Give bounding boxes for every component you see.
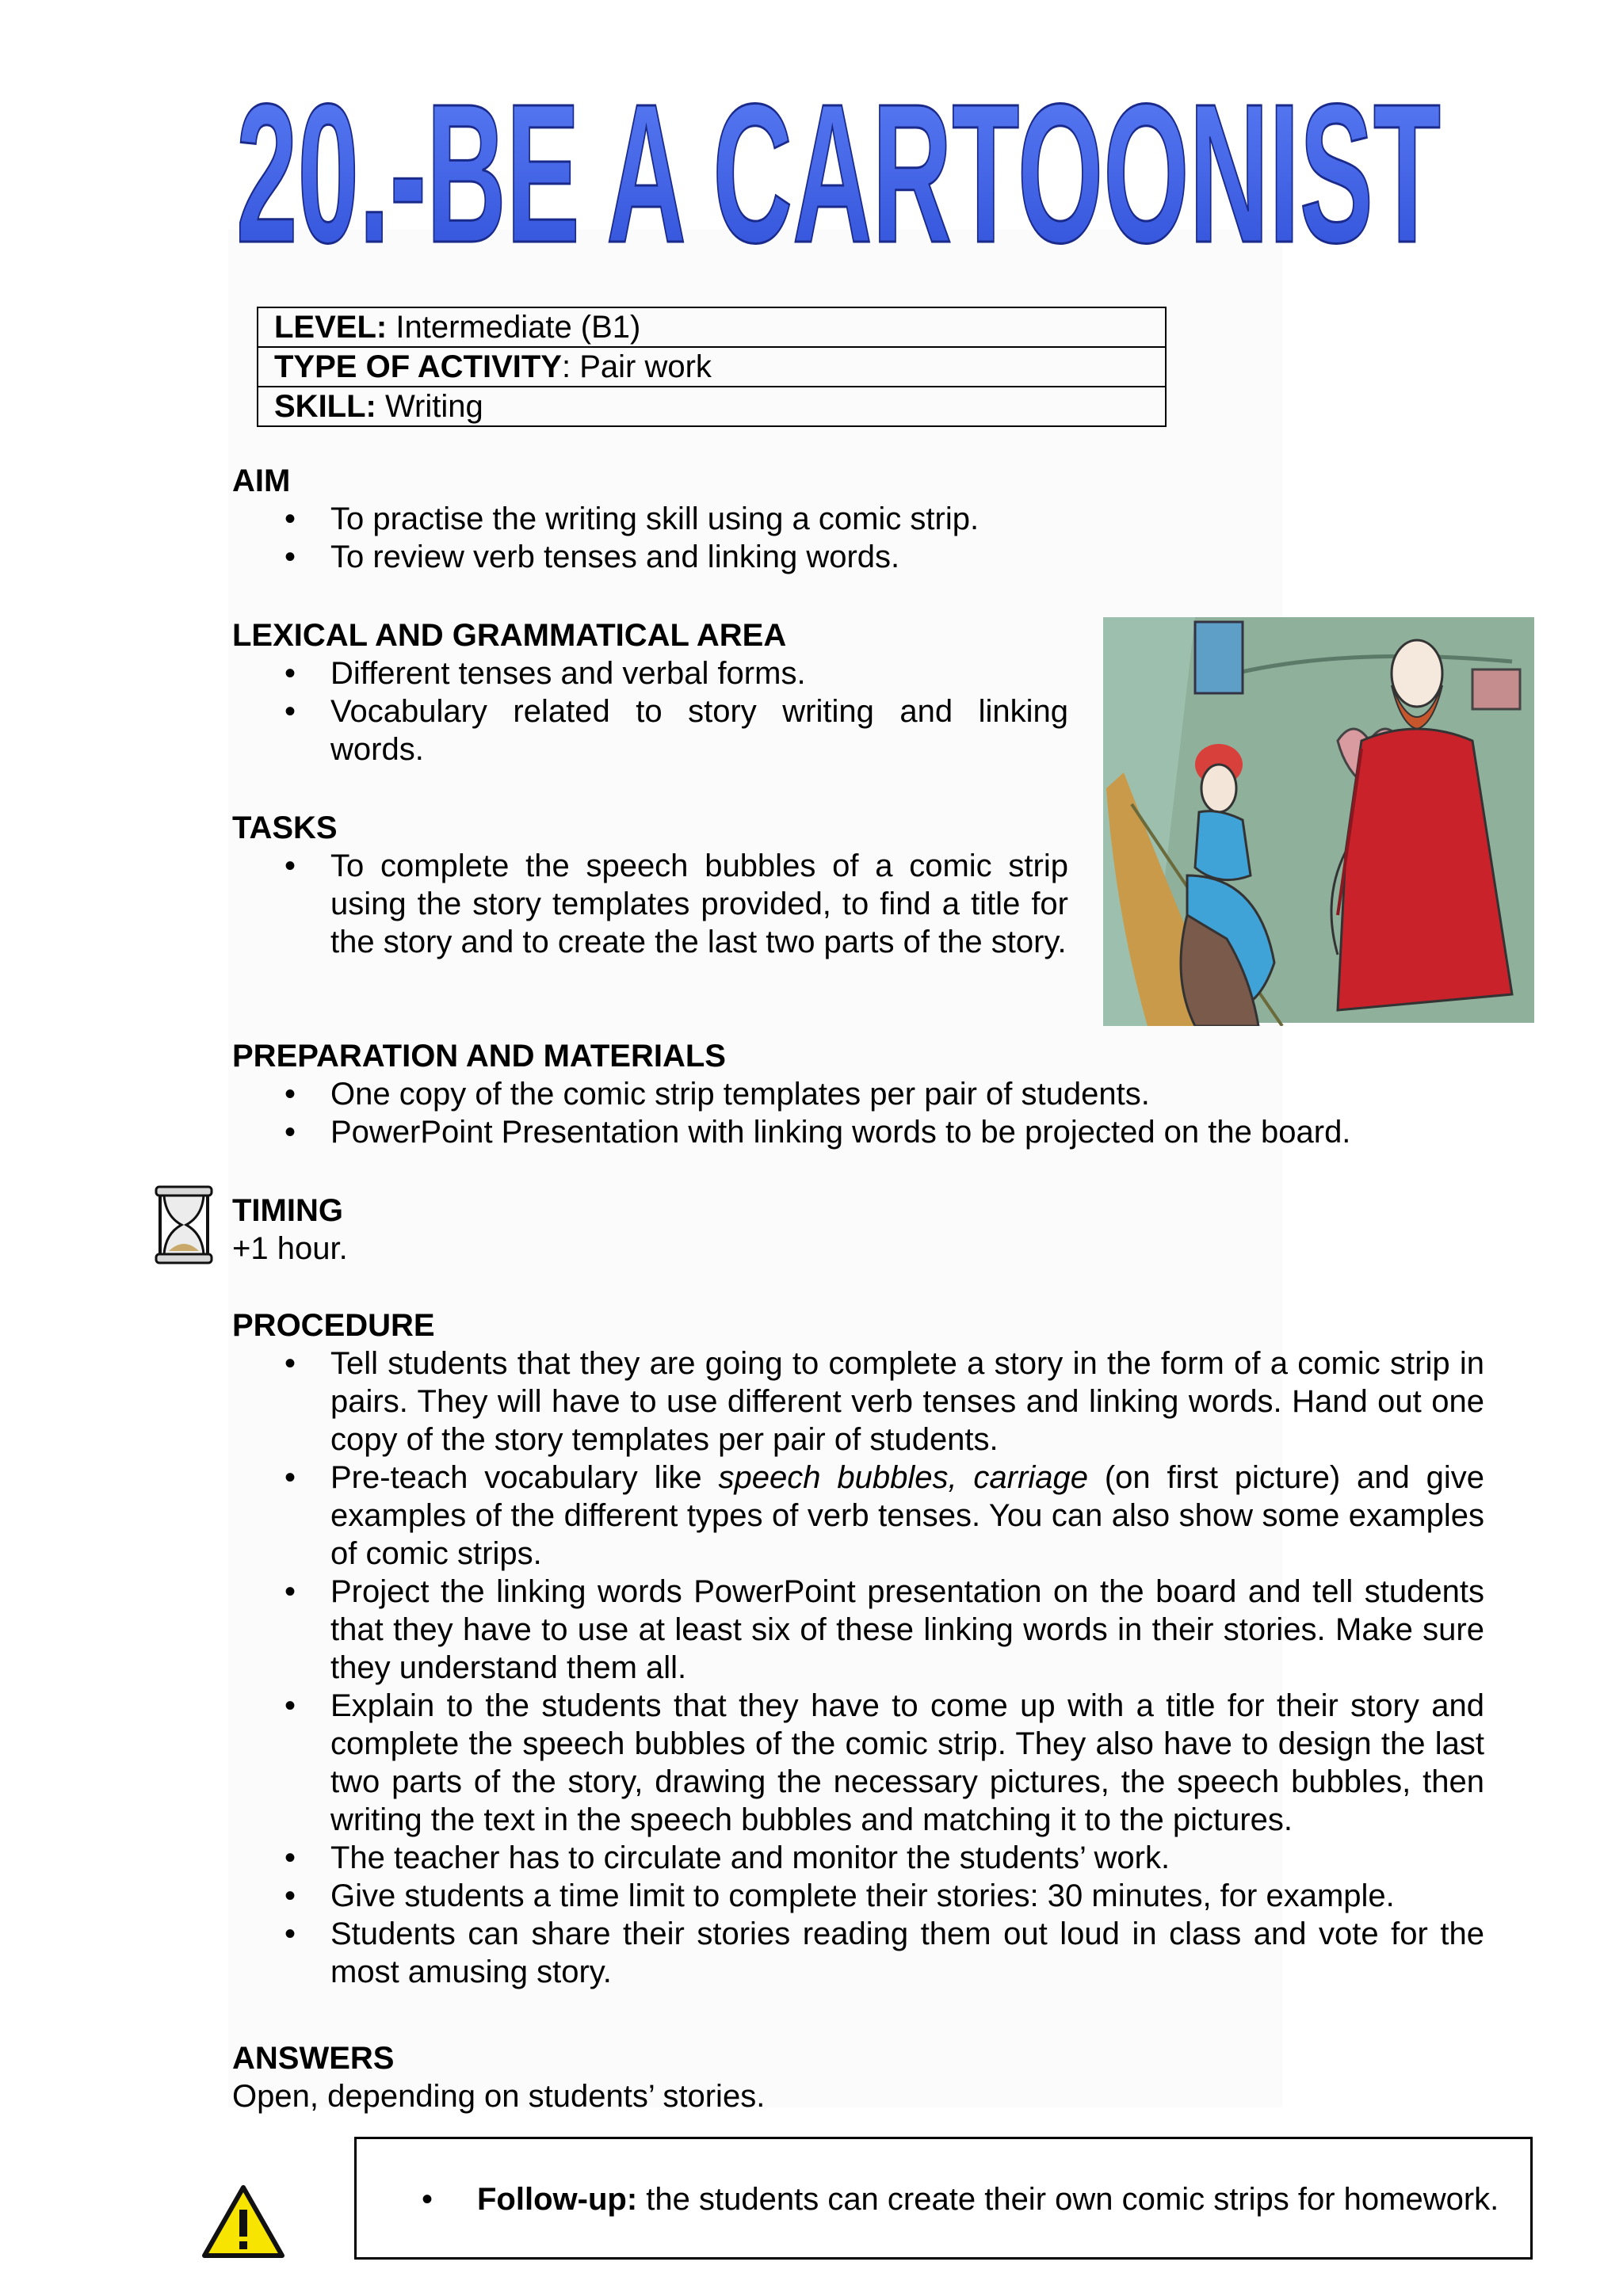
tasks-list bbox=[232, 847, 1068, 961]
activity-info-table bbox=[257, 307, 1167, 427]
follow-up-box bbox=[354, 2137, 1533, 2260]
lexical-heading: LEXICAL AND GRAMMATICAL AREA bbox=[232, 618, 787, 653]
aim-list bbox=[232, 500, 1484, 576]
timing-text: +1 hour. bbox=[232, 1231, 348, 1266]
skill-row bbox=[258, 387, 1166, 426]
procedure-heading: PROCEDURE bbox=[232, 1308, 435, 1343]
warning-icon bbox=[200, 2183, 287, 2262]
type-label: TYPE OF ACTIVITY bbox=[274, 349, 562, 384]
hourglass-icon bbox=[153, 1184, 215, 1265]
list-item: • Give students a time limit to complete their stories: 30 minutes, for example. bbox=[232, 1877, 1484, 1915]
answers-heading: ANSWERS bbox=[232, 2041, 395, 2076]
follow-up-text: Follow-up: the students can create their own comic strips for homework. bbox=[477, 2182, 1499, 2217]
list-item: • Pre-teach vocabulary like speech bubbles, carriage (on first picture) and give examples of the different types of verb tenses. You can also show some examples of comic strips. bbox=[232, 1459, 1484, 1573]
list-item: • Different tenses and verbal forms. bbox=[232, 654, 1068, 692]
answers-section bbox=[232, 2039, 1484, 2115]
list-item: • To complete the speech bubbles of a comic strip using the story templates provided, to find a title for the story and to create the last two parts of the story. bbox=[232, 847, 1068, 961]
type-row bbox=[258, 347, 1166, 387]
list-item: • Project the linking words PowerPoint presentation on the board and tell students that they have to use at least six of these linking words in their stories. Make sure they understand them all. bbox=[232, 1573, 1484, 1687]
skill-value: Writing bbox=[376, 389, 483, 424]
tasks-heading: TASKS bbox=[232, 810, 338, 845]
type-value: : Pair work bbox=[562, 349, 712, 384]
aim-heading: AIM bbox=[232, 463, 291, 498]
list-item: • Tell students that they are going to complete a story in the form of a comic strip in pairs. They will have to use different verb tenses and linking words. Hand out one copy of the story templates per pair of students. bbox=[232, 1344, 1484, 1459]
list-item: • One copy of the comic strip templates per pair of students. bbox=[232, 1075, 1484, 1113]
list-item: • Vocabulary related to story writing and linking words. bbox=[232, 692, 1068, 769]
list-item: • Explain to the students that they have to come up with a title for their story and complete the speech bubbles of the comic strip. They also have to design the last two parts of the story, drawing the necessary pictures, the speech bubbles, then writing the text in the speech bubbles and matching it to the pictures. bbox=[232, 1687, 1484, 1839]
preparation-section bbox=[232, 1037, 1484, 1151]
lexical-list bbox=[232, 654, 1068, 769]
timing-heading: TIMING bbox=[232, 1193, 343, 1228]
list-item: • PowerPoint Presentation with linking words to be projected on the board. bbox=[232, 1113, 1484, 1151]
list-item: • Students can share their stories reading them out loud in class and vote for the most amusing story. bbox=[232, 1915, 1484, 1991]
tasks-section bbox=[232, 809, 1068, 961]
level-row bbox=[258, 307, 1166, 347]
answers-text: Open, depending on students’ stories. bbox=[232, 2079, 766, 2114]
list-item: • The teacher has to circulate and monitor the students’ work. bbox=[232, 1839, 1484, 1877]
page-title-text: 20.-BE A CARTOONIST bbox=[236, 63, 1441, 261]
list-item: • To practise the writing skill using a comic strip. bbox=[232, 500, 1484, 538]
list-item: • To review verb tenses and linking words. bbox=[232, 538, 1484, 576]
vocabulary-terms: speech bubbles, carriage bbox=[718, 1460, 1088, 1495]
preparation-list bbox=[232, 1075, 1484, 1151]
level-value: Intermediate (B1) bbox=[387, 310, 641, 345]
level-label: LEVEL: bbox=[274, 310, 388, 345]
follow-up-label: Follow-up: bbox=[477, 2182, 638, 2217]
aim-section bbox=[232, 462, 1484, 576]
preparation-heading: PREPARATION AND MATERIALS bbox=[232, 1039, 726, 1074]
lexical-section bbox=[232, 616, 1068, 769]
procedure-list bbox=[232, 1344, 1484, 1991]
bullet: • bbox=[422, 2182, 433, 2217]
page-title bbox=[230, 63, 1450, 261]
comic-illustration bbox=[1100, 614, 1537, 1026]
procedure-section bbox=[232, 1306, 1484, 1991]
skill-label: SKILL: bbox=[274, 389, 376, 424]
timing-section bbox=[232, 1192, 1484, 1268]
